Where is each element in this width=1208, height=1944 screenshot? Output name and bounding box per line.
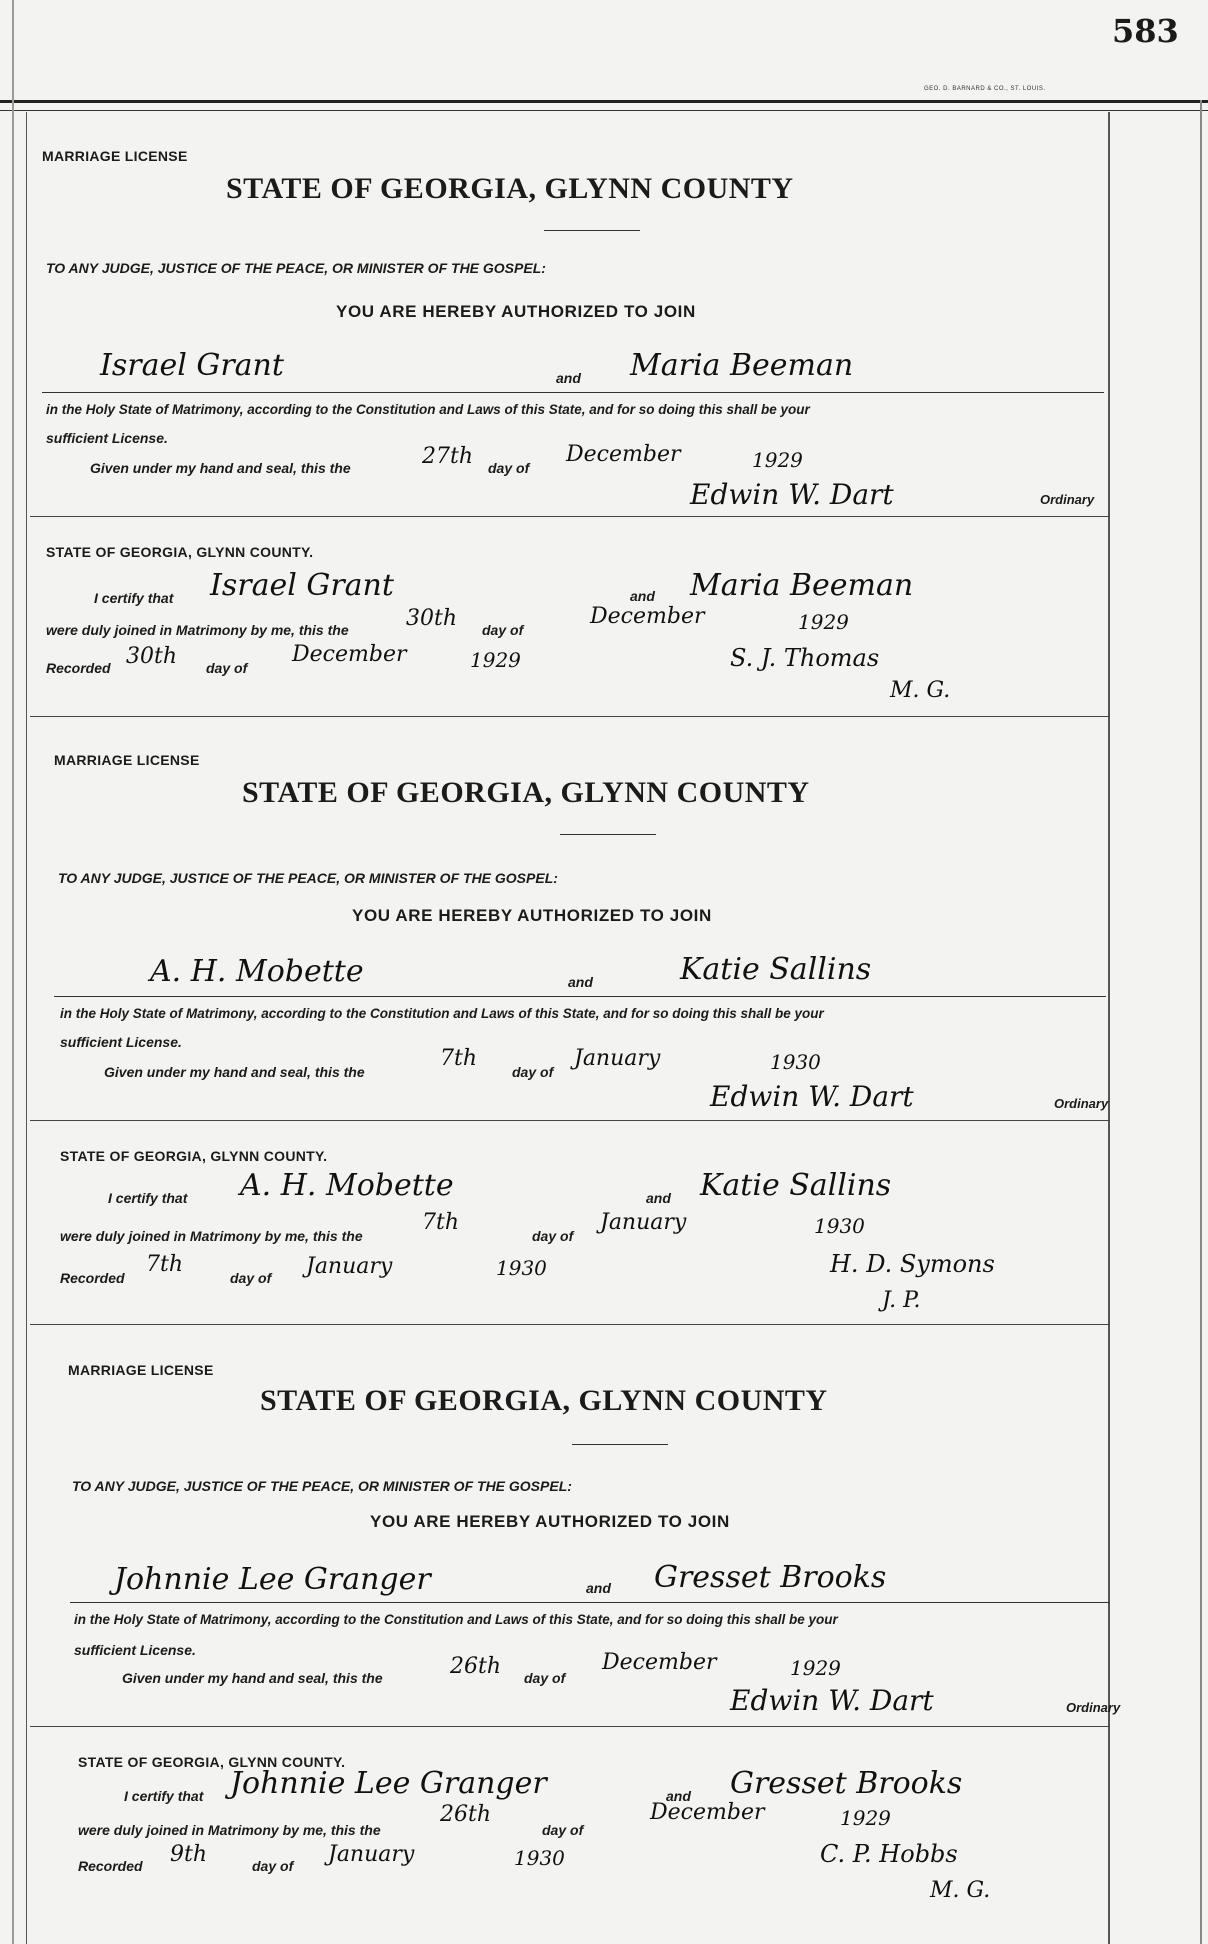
ordinary-signature: Edwin W. Dart	[730, 1684, 934, 1717]
and-label: and	[556, 370, 581, 386]
married-day: 7th	[422, 1210, 460, 1235]
names-line	[70, 1602, 1110, 1603]
license-month: December	[566, 442, 681, 467]
duly-joined-text: were duly joined in Matrimony by me, this the	[78, 1822, 381, 1838]
officiant-title: J. P.	[882, 1288, 921, 1313]
section-divider	[30, 1726, 1110, 1727]
recorded-label: Recorded	[60, 1270, 125, 1286]
recorded-month: January	[328, 1842, 415, 1867]
top-rule	[0, 100, 1208, 103]
and-label: and	[630, 588, 655, 604]
to-any-judge: TO ANY JUDGE, JUSTICE OF THE PEACE, OR MINISTER OF THE GOSPEL:	[46, 260, 546, 276]
married-month: December	[590, 604, 705, 629]
page-edge-right	[1200, 100, 1202, 1944]
bride-name: Gresset Brooks	[654, 1560, 887, 1595]
cert-bride-name: Maria Beeman	[690, 568, 914, 603]
ordinary-label: Ordinary	[1040, 492, 1095, 507]
married-day: 26th	[440, 1802, 492, 1827]
officiant-title: M. G.	[890, 678, 951, 703]
holy-state-text: in the Holy State of Matrimony, according to the Constitution and Laws of this State, and for so doing this shall be your	[74, 1612, 838, 1627]
cert-groom-name: Johnnie Lee Granger	[230, 1766, 547, 1801]
day-of-label: day of	[230, 1270, 272, 1286]
given-under-text: Given under my hand and seal, this the	[90, 460, 351, 476]
duly-joined-text: were duly joined in Matrimony by me, this the	[46, 622, 349, 638]
cert-bride-name: Katie Sallins	[700, 1168, 892, 1203]
ordinary-label: Ordinary	[1054, 1096, 1109, 1111]
officiant-signature: S. J. Thomas	[730, 644, 880, 672]
day-of-label: day of	[252, 1858, 294, 1874]
license-label: MARRIAGE LICENSE	[42, 148, 188, 164]
authorized-text: YOU ARE HEREBY AUTHORIZED TO JOIN	[336, 302, 696, 321]
section-divider	[30, 516, 1110, 517]
day-of-label: day of	[488, 460, 530, 476]
recorded-day: 7th	[146, 1252, 184, 1277]
recorded-year: 1929	[470, 648, 521, 672]
married-day: 30th	[406, 606, 458, 631]
sufficient-license: sufficient License.	[60, 1034, 182, 1050]
recorded-year: 1930	[496, 1256, 547, 1280]
duly-joined-text: were duly joined in Matrimony by me, this the	[60, 1228, 363, 1244]
names-line	[54, 996, 1106, 997]
license-label: MARRIAGE LICENSE	[68, 1362, 214, 1378]
license-day: 27th	[422, 444, 474, 469]
authorized-text: YOU ARE HEREBY AUTHORIZED TO JOIN	[370, 1512, 730, 1531]
to-any-judge: TO ANY JUDGE, JUSTICE OF THE PEACE, OR MINISTER OF THE GOSPEL:	[58, 870, 558, 886]
and-label: and	[568, 974, 593, 990]
sufficient-license: sufficient License.	[74, 1642, 196, 1658]
printer-imprint: GEO. D. BARNARD & CO., ST. LOUIS.	[924, 86, 1046, 92]
recorded-year: 1930	[514, 1846, 565, 1870]
heading-underline	[544, 230, 640, 231]
cert-bride-name: Gresset Brooks	[730, 1766, 963, 1801]
married-year: 1930	[814, 1214, 865, 1238]
married-month: January	[600, 1210, 687, 1235]
top-rule-thin	[0, 110, 1208, 111]
day-of-label: day of	[542, 1822, 584, 1838]
names-line	[42, 392, 1104, 393]
license-month: January	[574, 1046, 661, 1071]
given-under-text: Given under my hand and seal, this the	[122, 1670, 383, 1686]
heading-underline	[572, 1444, 668, 1445]
married-year: 1929	[840, 1806, 891, 1830]
recorded-label: Recorded	[46, 660, 111, 676]
ordinary-signature: Edwin W. Dart	[690, 478, 894, 511]
ordinary-signature: Edwin W. Dart	[710, 1080, 914, 1113]
recorded-month: January	[306, 1254, 393, 1279]
and-label: and	[646, 1190, 671, 1206]
recorded-day: 9th	[170, 1842, 208, 1867]
married-year: 1929	[798, 610, 849, 634]
sufficient-license: sufficient License.	[46, 430, 168, 446]
day-of-label: day of	[206, 660, 248, 676]
license-day: 26th	[450, 1654, 502, 1679]
license-day: 7th	[440, 1046, 478, 1071]
holy-state-text: in the Holy State of Matrimony, according to the Constitution and Laws of this State, and for so doing this shall be your	[60, 1006, 824, 1021]
record-divider	[30, 716, 1110, 717]
cert-groom-name: Israel Grant	[210, 568, 394, 603]
heading-underline	[560, 834, 656, 835]
and-label: and	[586, 1580, 611, 1596]
marriage-record-1	[30, 112, 1110, 717]
section-divider	[30, 1120, 1110, 1121]
and-label: and	[666, 1788, 691, 1804]
license-year: 1930	[770, 1050, 821, 1074]
bride-name: Maria Beeman	[630, 348, 854, 383]
record-divider	[30, 1324, 1110, 1325]
certificate-heading: STATE OF GEORGIA, GLYNN COUNTY.	[78, 1754, 346, 1770]
license-year: 1929	[790, 1656, 841, 1680]
day-of-label: day of	[512, 1064, 554, 1080]
certificate-heading: STATE OF GEORGIA, GLYNN COUNTY.	[60, 1148, 328, 1164]
recorded-label: Recorded	[78, 1858, 143, 1874]
holy-state-text: in the Holy State of Matrimony, according to the Constitution and Laws of this State, and for so doing this shall be your	[46, 402, 810, 417]
license-month: December	[602, 1650, 717, 1675]
page-number: 583	[1112, 12, 1179, 50]
marriage-record-2	[30, 720, 1110, 1325]
page-edge	[12, 0, 14, 1944]
license-label: MARRIAGE LICENSE	[54, 752, 200, 768]
groom-name: Johnnie Lee Granger	[114, 1562, 431, 1597]
state-heading: STATE OF GEORGIA, GLYNN COUNTY	[260, 1384, 828, 1417]
day-of-label: day of	[532, 1228, 574, 1244]
given-under-text: Given under my hand and seal, this the	[104, 1064, 365, 1080]
bride-name: Katie Sallins	[680, 952, 872, 987]
groom-name: Israel Grant	[100, 348, 284, 383]
to-any-judge: TO ANY JUDGE, JUSTICE OF THE PEACE, OR MINISTER OF THE GOSPEL:	[72, 1478, 572, 1494]
state-heading: STATE OF GEORGIA, GLYNN COUNTY	[226, 172, 794, 205]
i-certify-text: I certify that	[124, 1788, 204, 1804]
day-of-label: day of	[482, 622, 524, 638]
ordinary-label: Ordinary	[1066, 1700, 1121, 1715]
recorded-day: 30th	[126, 644, 178, 669]
groom-name: A. H. Mobette	[150, 954, 364, 989]
recorded-month: December	[292, 642, 407, 667]
officiant-signature: C. P. Hobbs	[820, 1840, 958, 1868]
day-of-label: day of	[524, 1670, 566, 1686]
i-certify-text: I certify that	[94, 590, 174, 606]
cert-groom-name: A. H. Mobette	[240, 1168, 454, 1203]
marriage-record-3	[30, 1328, 1121, 1944]
state-heading: STATE OF GEORGIA, GLYNN COUNTY	[242, 776, 810, 809]
i-certify-text: I certify that	[108, 1190, 188, 1206]
officiant-signature: H. D. Symons	[830, 1250, 995, 1278]
binding-line	[26, 112, 27, 1944]
authorized-text: YOU ARE HEREBY AUTHORIZED TO JOIN	[352, 906, 712, 925]
married-month: December	[650, 1800, 765, 1825]
officiant-title: M. G.	[930, 1878, 991, 1903]
license-year: 1929	[752, 448, 803, 472]
certificate-heading: STATE OF GEORGIA, GLYNN COUNTY.	[46, 544, 314, 560]
